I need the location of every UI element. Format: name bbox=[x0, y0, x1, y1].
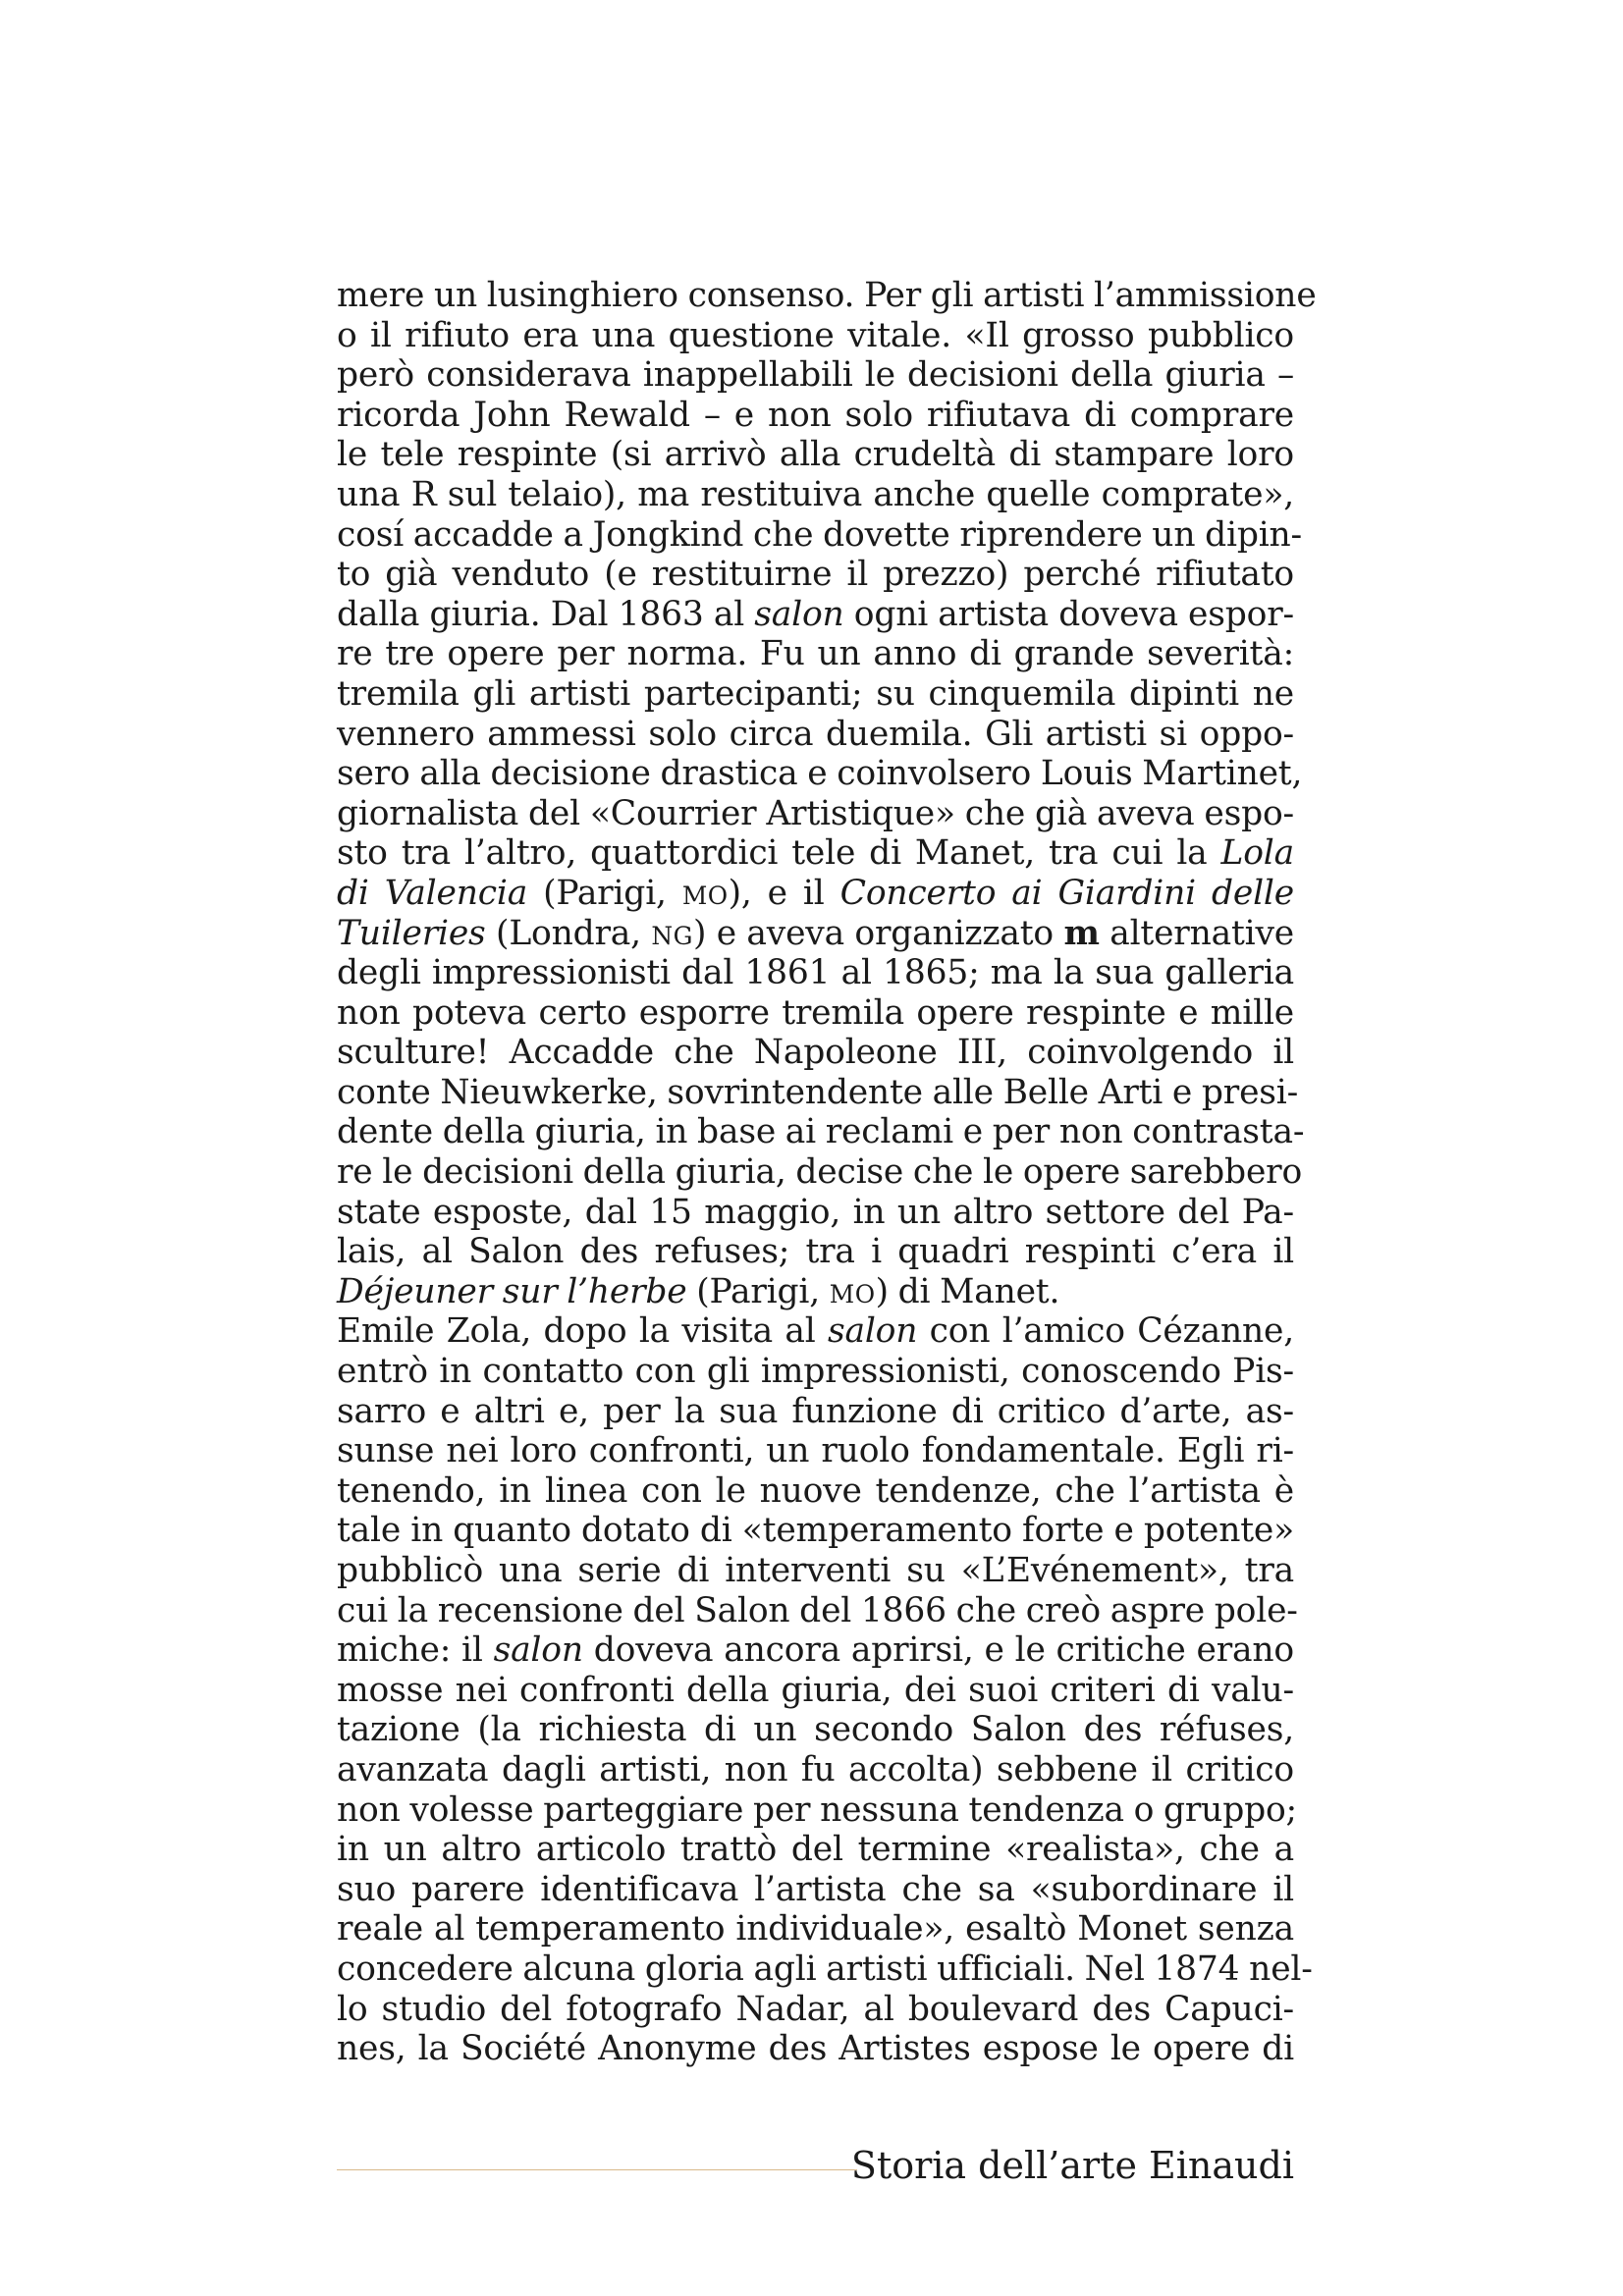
text-line bbox=[337, 1551, 1294, 1591]
text-run: le tele respinte (si arrivò alla crudeltà di stampare loro bbox=[337, 435, 1294, 475]
text-run: degli impressionisti dal 1861 al 1865; ma la sua galleria bbox=[337, 953, 1294, 993]
text-run: re tre opere per norma. Fu un anno di grande severità: bbox=[337, 634, 1294, 674]
text-run: dalla giuria. Dal 1863 al bbox=[337, 594, 755, 634]
text-run: con l’amico Cézanne, bbox=[917, 1311, 1294, 1352]
italic-text: salon bbox=[754, 594, 844, 634]
italic-text: Déjeuner sur l’herbe bbox=[337, 1271, 687, 1311]
text-run: (Londra, bbox=[485, 913, 652, 953]
text-run: ) e aveva organizzato bbox=[692, 913, 1064, 953]
text-run: pubblicò una serie di interventi su «L’Evénement», tra bbox=[337, 1551, 1294, 1590]
text-run: miche: il bbox=[337, 1630, 494, 1671]
text-line bbox=[337, 1072, 1299, 1113]
text-run: sto tra l’altro, quattordici tele di Manet, tra cui la bbox=[337, 833, 1221, 874]
text-line bbox=[337, 993, 1294, 1034]
text-run: giornalista del «Courrier Artistique» che già aveva espo- bbox=[337, 793, 1294, 833]
text-line bbox=[337, 1033, 1294, 1073]
footer-title: Storia dell’arte Einaudi bbox=[850, 2144, 1294, 2187]
text-line bbox=[337, 1352, 1294, 1392]
text-run: Emile Zola, dopo la visita al bbox=[337, 1311, 828, 1352]
text-run: suo parere identificava l’artista che sa «subordinare il bbox=[337, 1869, 1294, 1909]
text-line bbox=[337, 1193, 1294, 1233]
text-run: re le decisioni della giuria, decise che le opere sarebbero bbox=[337, 1152, 1303, 1193]
text-line bbox=[337, 1909, 1294, 1949]
footer-rule bbox=[337, 2169, 857, 2170]
text-run: tenendo, in linea con le nuove tendenze, che l’artista è bbox=[337, 1470, 1294, 1511]
small-caps-text: MO bbox=[681, 881, 729, 910]
text-run: non volesse parteggiare per nessuna tendenza o gruppo; bbox=[337, 1789, 1297, 1830]
text-line bbox=[337, 475, 1294, 515]
italic-text: salon bbox=[493, 1630, 583, 1671]
text-run: cui la recensione del Salon del 1866 che creò aspre pole- bbox=[337, 1590, 1298, 1630]
text-run: alternative bbox=[1099, 913, 1294, 953]
text-run: ogni artista doveva espor- bbox=[843, 594, 1294, 634]
text-line bbox=[337, 1630, 1294, 1671]
italic-text: di Valencia bbox=[337, 873, 528, 913]
text-line bbox=[337, 874, 1294, 914]
text-line bbox=[337, 634, 1294, 674]
text-line bbox=[337, 1152, 1303, 1193]
text-run: non poteva certo esporre tremila opere respinte e mille bbox=[337, 992, 1294, 1033]
text-line bbox=[337, 1710, 1294, 1750]
text-run: (Parigi, bbox=[527, 873, 682, 913]
text-line bbox=[337, 1272, 1294, 1312]
text-line bbox=[337, 1590, 1298, 1631]
text-run: sunse nei loro confronti, un ruolo fondamentale. Egli ri- bbox=[337, 1431, 1294, 1471]
text-line bbox=[337, 1511, 1294, 1551]
text-line bbox=[337, 1949, 1313, 1990]
small-caps-text: MO bbox=[829, 1279, 876, 1308]
text-line bbox=[337, 1750, 1294, 1790]
text-line bbox=[337, 355, 1294, 396]
text-run: sarro e altri e, per la sua funzione di critico d’arte, as- bbox=[337, 1391, 1294, 1431]
text-line bbox=[337, 1431, 1294, 1471]
body-text bbox=[337, 276, 1317, 2069]
text-line bbox=[337, 833, 1294, 874]
text-run: to già venduto (e restituirne il prezzo) perché rifiutato bbox=[337, 555, 1294, 595]
text-line bbox=[337, 1112, 1305, 1152]
text-run: tale in quanto dotato di «temperamento forte e potente» bbox=[337, 1511, 1294, 1551]
text-line bbox=[337, 794, 1294, 834]
text-run: cosí accadde a Jongkind che dovette riprendere un dipin- bbox=[337, 514, 1303, 555]
text-run: entrò in contatto con gli impressionisti, conoscendo Pis- bbox=[337, 1352, 1294, 1392]
text-run: mere un lusinghiero consenso. Per gli artisti l’ammissione bbox=[337, 276, 1317, 315]
text-run: in un altro articolo trattò del termine «realista», che a bbox=[337, 1830, 1294, 1870]
text-run: lo studio del fotografo Nadar, al boulevard des Capuci- bbox=[337, 1989, 1294, 2029]
italic-text: Lola bbox=[1220, 833, 1294, 874]
text-line bbox=[337, 595, 1294, 635]
small-caps-text: NG bbox=[651, 921, 693, 950]
text-line bbox=[337, 396, 1294, 436]
text-line bbox=[337, 316, 1294, 356]
text-run: (Parigi, bbox=[686, 1271, 830, 1311]
text-run: tremila gli artisti partecipanti; su cinquemila dipinti ne bbox=[337, 673, 1294, 714]
text-run: ) di Manet. bbox=[875, 1271, 1060, 1311]
text-line bbox=[337, 1990, 1294, 2030]
text-run: reale al temperamento individuale», esaltò Monet senza bbox=[337, 1909, 1294, 1949]
text-line bbox=[337, 1471, 1294, 1512]
text-line bbox=[337, 2029, 1294, 2069]
bold-text: m bbox=[1063, 913, 1100, 953]
text-run: lais, al Salon des refuses; tra i quadri respinti c’era il bbox=[337, 1232, 1294, 1272]
text-run: ), e il bbox=[728, 873, 840, 913]
text-line bbox=[337, 1870, 1294, 1910]
text-run: concedere alcuna gloria agli artisti ufficiali. Nel 1874 nel- bbox=[337, 1949, 1313, 1989]
text-run: state esposte, dal 15 maggio, in un altro settore del Pa- bbox=[337, 1192, 1294, 1232]
text-line bbox=[337, 555, 1294, 595]
text-run: avanzata dagli artisti, non fu accolta) sebbene il critico bbox=[337, 1749, 1294, 1789]
italic-text: Tuileries bbox=[337, 913, 486, 953]
text-run: una R sul telaio), ma restituiva anche quelle comprate», bbox=[337, 474, 1294, 514]
text-run: ricorda John Rewald – e non solo rifiutava di comprare bbox=[337, 395, 1294, 435]
text-run: sculture! Accadde che Napoleone III, coinvolgendo il bbox=[337, 1033, 1294, 1073]
text-run: nes, la Société Anonyme des Artistes espose le opere di bbox=[337, 2029, 1294, 2069]
text-line bbox=[337, 674, 1294, 715]
text-line bbox=[337, 1311, 1294, 1352]
text-line bbox=[337, 1830, 1294, 1870]
text-run: conte Nieuwkerke, sovrintendente alle Belle Arti e presi- bbox=[337, 1072, 1299, 1112]
text-line bbox=[337, 754, 1303, 794]
text-line bbox=[337, 514, 1303, 556]
text-line bbox=[337, 914, 1294, 954]
text-run: tazione (la richiesta di un secondo Salon des réfuses, bbox=[337, 1710, 1294, 1750]
text-run: doveva ancora aprirsi, e le critiche erano bbox=[582, 1630, 1294, 1671]
text-line bbox=[337, 276, 1317, 316]
text-run: mosse nei confronti della giuria, dei suoi criteri di valu- bbox=[337, 1670, 1294, 1710]
text-line bbox=[337, 1232, 1294, 1272]
italic-text: Concerto ai Giardini delle bbox=[839, 873, 1294, 913]
text-run: o il rifiuto era una questione vitale. «Il grosso pubblico bbox=[337, 315, 1294, 355]
text-line bbox=[337, 715, 1294, 755]
text-line bbox=[337, 1392, 1294, 1432]
text-line bbox=[337, 1671, 1294, 1711]
italic-text: salon bbox=[827, 1311, 918, 1352]
text-line bbox=[337, 435, 1294, 475]
text-run: sero alla decisione drastica e coinvolsero Louis Martinet, bbox=[337, 754, 1303, 794]
text-line bbox=[337, 1789, 1297, 1831]
text-line bbox=[337, 953, 1294, 993]
text-run: dente della giuria, in base ai reclami e per non contrasta- bbox=[337, 1112, 1305, 1152]
text-run: però considerava inappellabili le decisioni della giuria – bbox=[337, 355, 1294, 396]
text-run: vennero ammessi solo circa duemila. Gli artisti si oppo- bbox=[337, 714, 1294, 754]
